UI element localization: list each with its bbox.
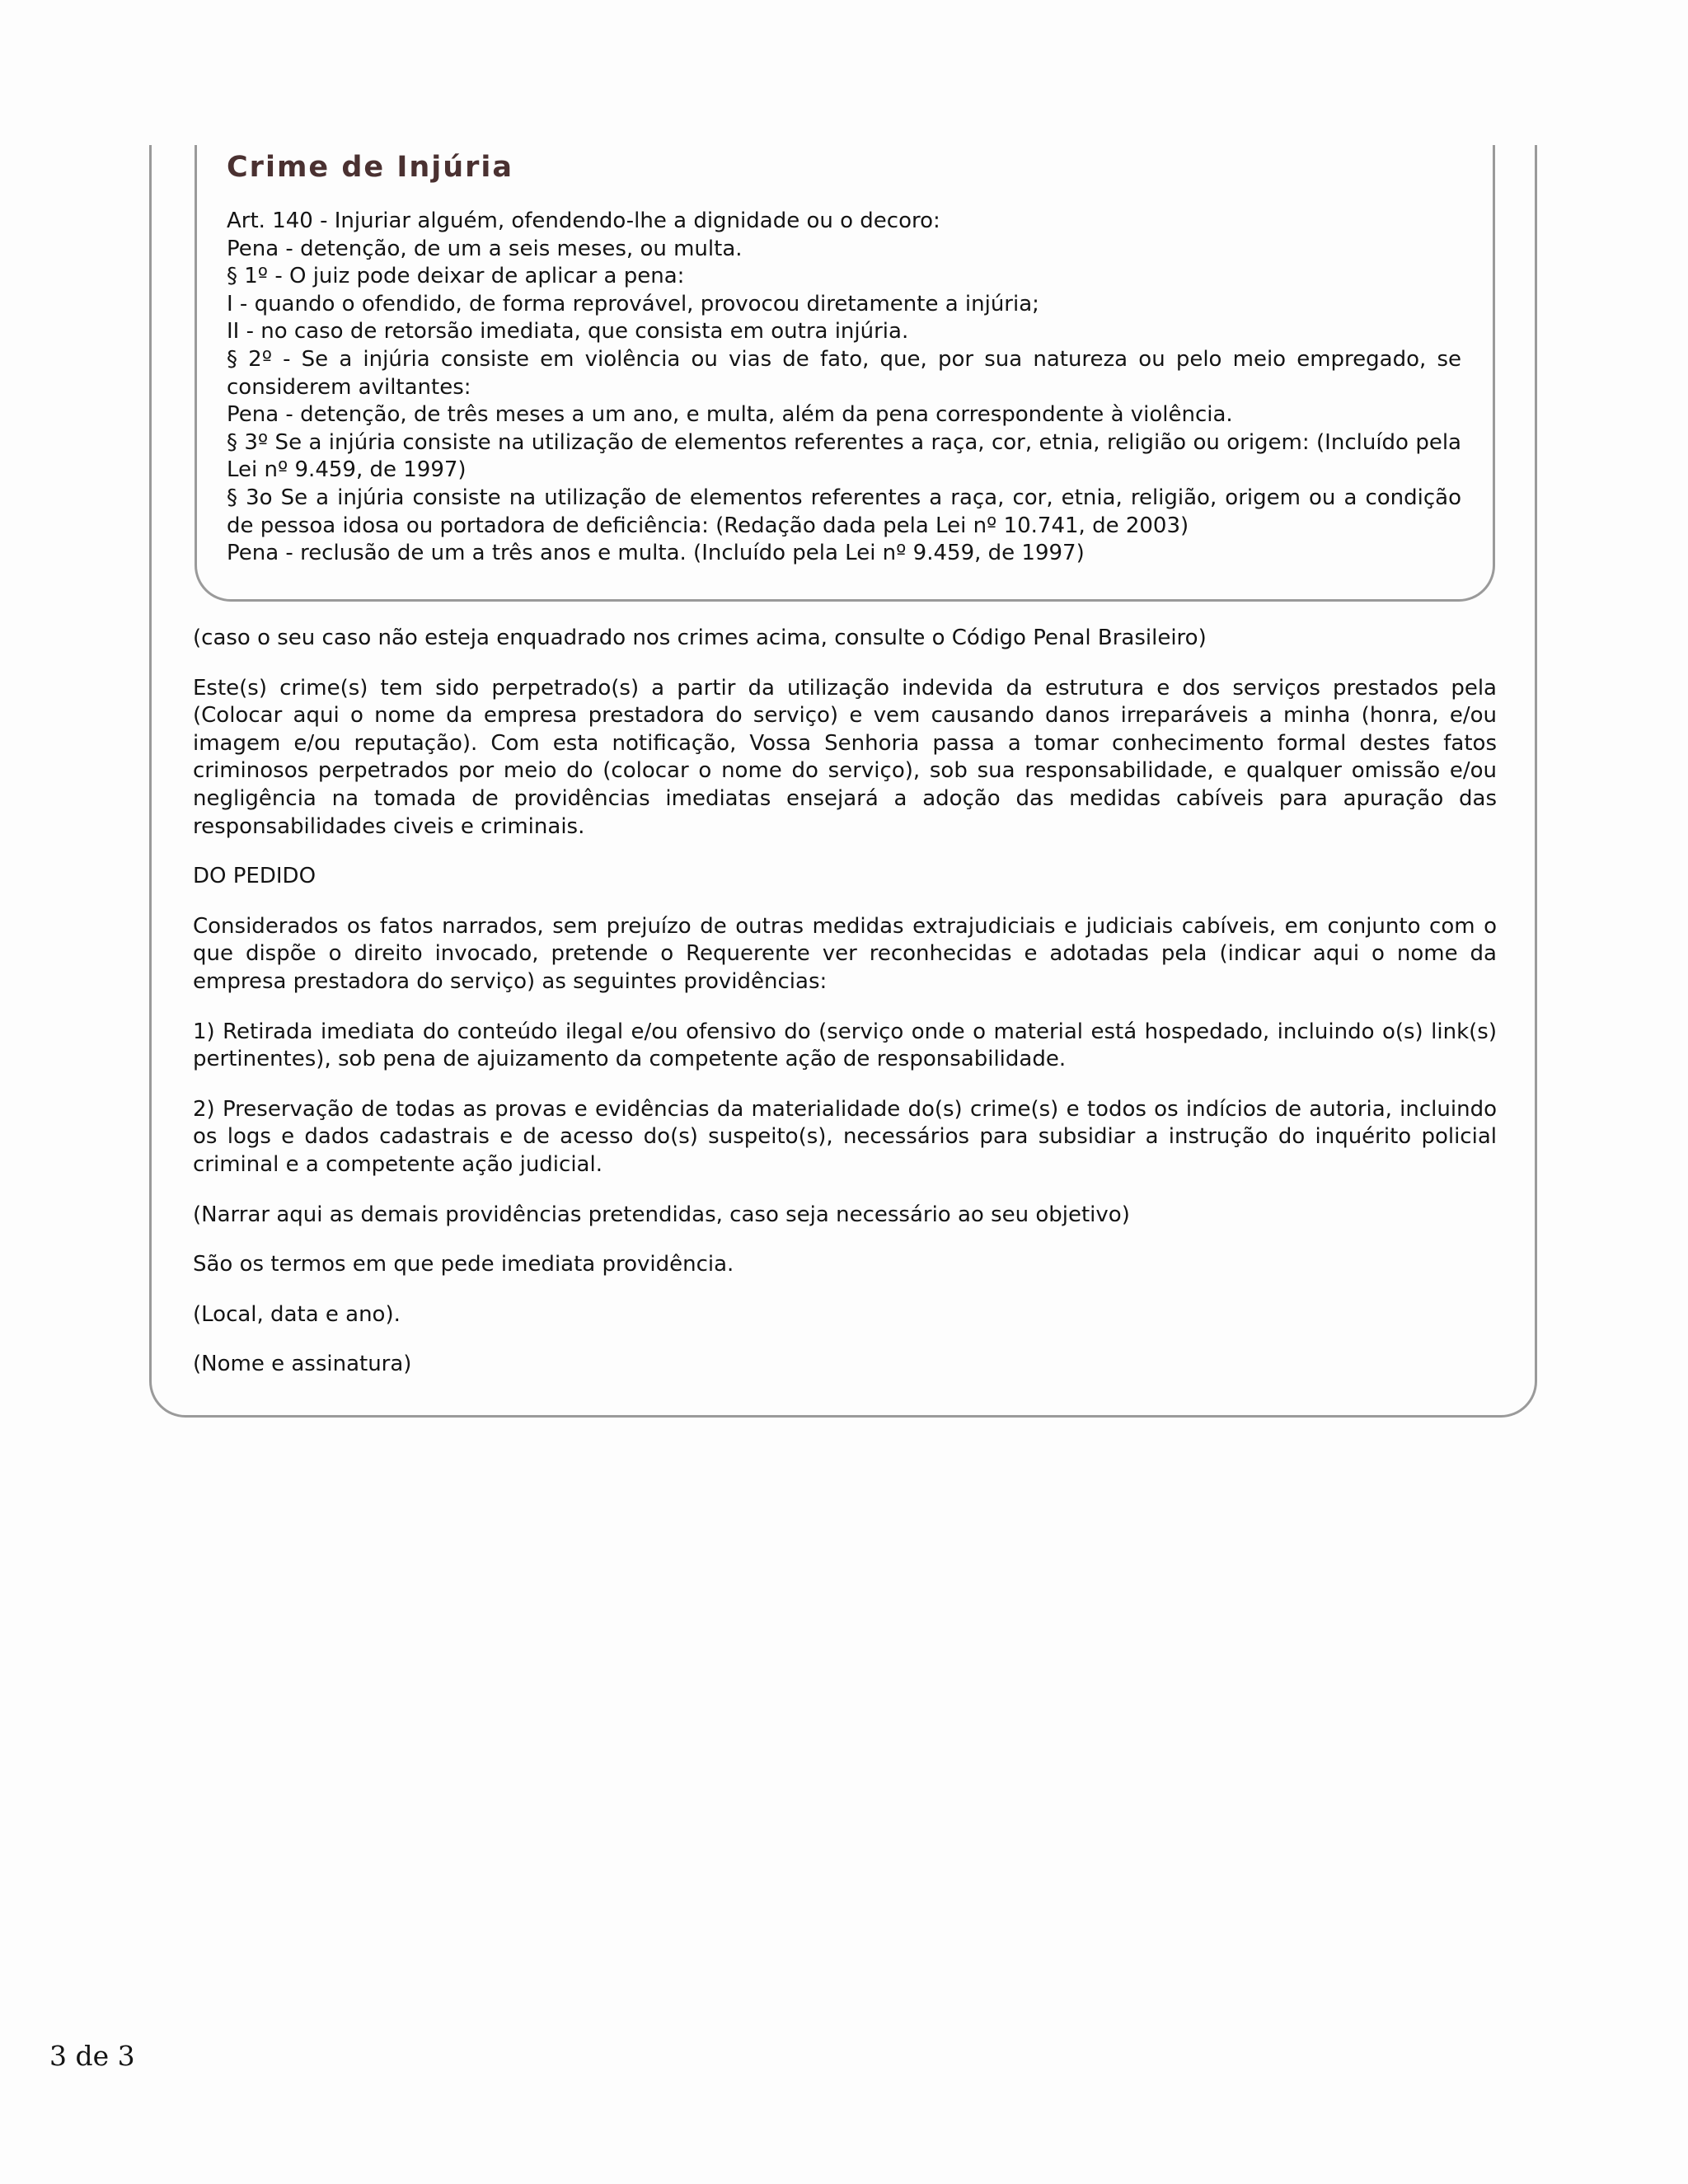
law-line: II - no caso de retorsão imediata, que consista em outra injúria. [227, 319, 909, 344]
law-line: Pena - reclusão de um a três anos e multa. (Incluído pela Lei nº 9.459, de 1997) [227, 541, 1085, 566]
law-line: I - quando o ofendido, de forma reprovável, provocou diretamente a injúria; [227, 291, 1039, 316]
page-number: 3 de 3 [49, 2040, 135, 2072]
law-text-block [227, 208, 1461, 568]
request-heading: DO PEDIDO [193, 864, 316, 889]
section-title: Crime de Injúria [227, 151, 514, 184]
law-line: § 3º Se a injúria consiste na utilização de elementos referentes a raça, cor, etnia, religião ou origem: (Incluído pela Lei nº 9.459, de 1997) [227, 429, 1461, 483]
law-line: Art. 140 - Injuriar alguém, ofendendo-lhe a dignidade ou o decoro: [227, 209, 940, 233]
law-line: Pena - detenção, de um a seis meses, ou multa. [227, 236, 743, 261]
place-date-line: (Local, data e ano). [193, 1301, 401, 1327]
law-line: § 1º - O juiz pode deixar de aplicar a pena: [227, 264, 685, 289]
request-intro-paragraph: Considerados os fatos narrados, sem prejuízo de outras medidas extrajudiciais e judiciais cabíveis, em conjunto com o que dispõe o direito invocado, pretende o Requerente ver reconhecidas e adotadas pela (indicar aqui o nome da empresa prestadora do serviço) as seguintes providências: [193, 913, 1497, 994]
law-line: § 2º - Se a injúria consiste em violência ou vias de fato, que, por sua natureza ou pelo meio empregado, se considerem aviltantes: [227, 346, 1461, 400]
request-item-2: 2) Preservação de todas as provas e evidências da materialidade do(s) crime(s) e todos os indícios de autoria, incluindo os logs e dados cadastrais e de acesso do(s) suspeito(s), necessários para subsidiar a instrução do inquérito policial criminal e a competente ação judicial. [193, 1096, 1497, 1177]
request-item-1: 1) Retirada imediata do conteúdo ilegal e/ou ofensivo do (serviço onde o material está hospedado, incluindo o(s) link(s) pertinentes), sob pena de ajuizamento da competente ação de responsabilidade. [193, 1019, 1497, 1072]
closing-paragraph: São os termos em que pede imediata providência. [193, 1252, 734, 1277]
note-paragraph: (caso o seu caso não esteja enquadrado nos crimes acima, consulte o Código Penal Brasileiro) [193, 626, 1207, 650]
law-line: Pena - detenção, de três meses a um ano, e multa, além da pena correspondente à violência. [227, 402, 1233, 428]
law-line: § 3o Se a injúria consiste na utilização de elementos referentes a raça, cor, etnia, religião, origem ou a condição de pessoa idosa ou portadora de deficiência: (Redação dada pela Lei nº 10.741, de 2003) [227, 485, 1461, 538]
letter-body [193, 625, 1497, 1401]
signature-line: (Nome e assinatura) [193, 1352, 412, 1377]
other-requests-paragraph: (Narrar aqui as demais providências pretendidas, caso seja necessário ao seu objetivo) [193, 1202, 1130, 1227]
facts-paragraph: Este(s) crime(s) tem sido perpetrado(s) a partir da utilização indevida da estrutura e dos serviços prestados pela (Colocar aqui o nome da empresa prestadora do serviço) e vem causando danos irreparáveis a minha (honra, e/ou imagem e/ou reputação). Com esta notificação, Vossa Senhoria passa a tomar conhecimento formal destes fatos criminosos perpetrados por meio do (colocar o nome do serviço), sob sua responsabilidade, e qualquer omissão e/ou negligência na tomada de providências imediatas ensejará a adoção das medidas cabíveis para apuração das responsabilidades civeis e criminais. [193, 675, 1497, 839]
